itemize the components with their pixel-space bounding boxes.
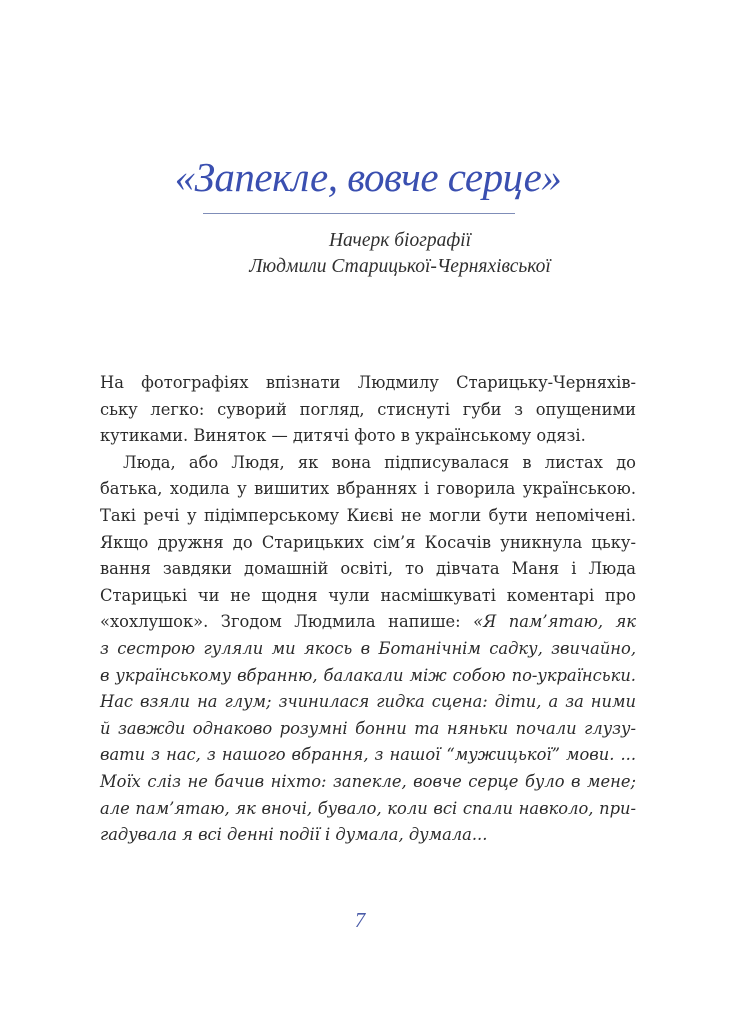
subtitle-line-1: Начерк біографії	[328, 230, 472, 251]
body-line: Якщо дружня до Старицьких сім’я Косачів уникнула цьку-	[100, 532, 636, 552]
body-line-mixed	[100, 609, 636, 636]
chapter-subtitle	[150, 228, 650, 280]
body-line: батька, ходила у вишитих вбраннях і говорила українською.	[100, 479, 637, 499]
quote-line: гадувала я всі денні події і думала, думала...	[100, 825, 488, 845]
quote-line: Нас взяли на глум; зчинилася гидка сцена: діти, а за ними	[100, 692, 637, 712]
quote-line: з сестрою гуляли ми якось в Ботанічнім садку, звичайно,	[100, 638, 637, 658]
title-divider	[203, 213, 515, 214]
body-line: Старицькі чи не щодня чули насмішкуваті коментарі про	[100, 585, 636, 605]
body-line-normal-part: «хохлушок». Згодом Людмила напише:	[100, 612, 474, 632]
quote-line: але пам’ятаю, як вночі, бувало, коли всі спали навколо, при-	[100, 798, 637, 818]
body-line: вання завдяки домашній освіті, то дівчата Маня і Люда	[100, 559, 636, 579]
quote-line: Моїх сліз не бачив ніхто: запекле, вовче серце було в мене;	[100, 771, 637, 791]
body-text	[100, 370, 636, 849]
body-line: Такі речі у підімперському Києві не могли бути непомічені.	[100, 505, 637, 525]
quote-line: в українському вбранню, балакали між собою по-українськи.	[100, 665, 636, 685]
page-number: 7	[354, 908, 366, 932]
body-line: ську легко: суворий погляд, стиснуті губи з опущеними	[100, 399, 636, 419]
body-line: Люда, або Людя, як вона підписувалася в листах до	[123, 452, 636, 472]
quote-line: вати з нас, з нашого вбрання, з нашої “мужицької” мови. ...	[100, 745, 637, 765]
body-line: кутиками. Виняток — дитячі фото в українському одязі.	[100, 426, 586, 446]
body-line: На фотографіях впізнати Людмилу Старицьку-Черняхів-	[100, 373, 636, 392]
quote-line: й завжди однаково розумні бонни та няньки почали глузу-	[100, 718, 636, 738]
quote-start: «Я пам’ятаю, як	[473, 612, 637, 632]
subtitle-line-2: Людмили Старицької-Черняхівської	[249, 256, 551, 277]
chapter-title: «Запекле, вовче серце»	[174, 154, 562, 200]
